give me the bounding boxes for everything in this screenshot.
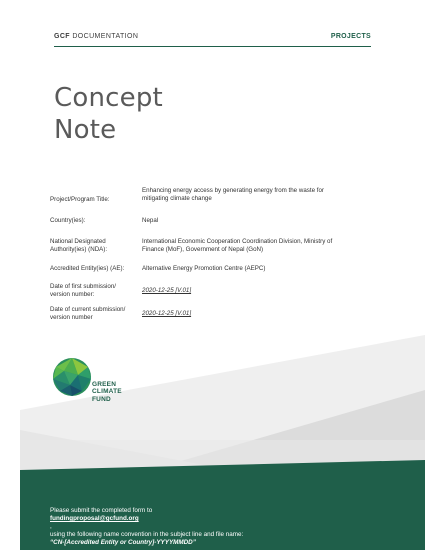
field-value: Enhancing energy access by generating energy from the waste for mitigating climate change [142,187,324,202]
field-value-date: 2020-12-25 [V.01] [142,310,192,317]
logo-line-2: CLIMATE [92,388,122,396]
instructions-prefix: Please submit the completed form to [50,507,153,514]
email-link[interactable]: fundingproposal@gcfund.org [50,515,139,522]
section-label: PROJECTS [330,33,371,40]
document-title [54,82,163,146]
field-label: Date of first submission/ version number: [50,283,117,298]
instructions-suffix: , [50,523,52,530]
gcf-logo-globe-icon [52,357,92,397]
instructions-line-1 [50,507,243,531]
header-rule [54,46,371,47]
field-value-date: 2020-12-25 [V.01] [142,287,192,294]
field-label: National Designated Authority(ies) (NDA): [50,238,108,253]
field-label: Project/Program Title: [50,196,110,203]
brand-bold: GCF [54,33,70,40]
logo-line-3: FUND [92,395,111,403]
naming-convention: “CN-[Accredited Entity or Country]-YYYYMMDD” [50,539,196,546]
instructions-line-2: using the following name convention in the subject line and file name: [50,531,244,538]
title-line-1: Concept [54,83,163,113]
field-label: Accredited Entity(ies) (AE): [50,265,125,272]
submission-instructions [50,507,243,547]
logo-line-1: GREEN [92,381,117,388]
brand-rest: DOCUMENTATION [69,33,139,40]
title-line-2: Note [54,115,117,145]
field-label: Country(ies): [50,217,86,224]
gcf-logo-text [92,381,122,403]
field-value: Nepal [142,217,159,224]
brand-label [54,33,138,40]
field-label: Date of current submission/ version number [50,306,126,321]
field-value: Alternative Energy Promotion Centre (AEPC) [142,265,266,272]
field-value: International Economic Cooperation Coordination Division, Ministry of Finance (MoF), Government of Nepal (GoN) [142,238,333,253]
page-header [54,33,371,45]
